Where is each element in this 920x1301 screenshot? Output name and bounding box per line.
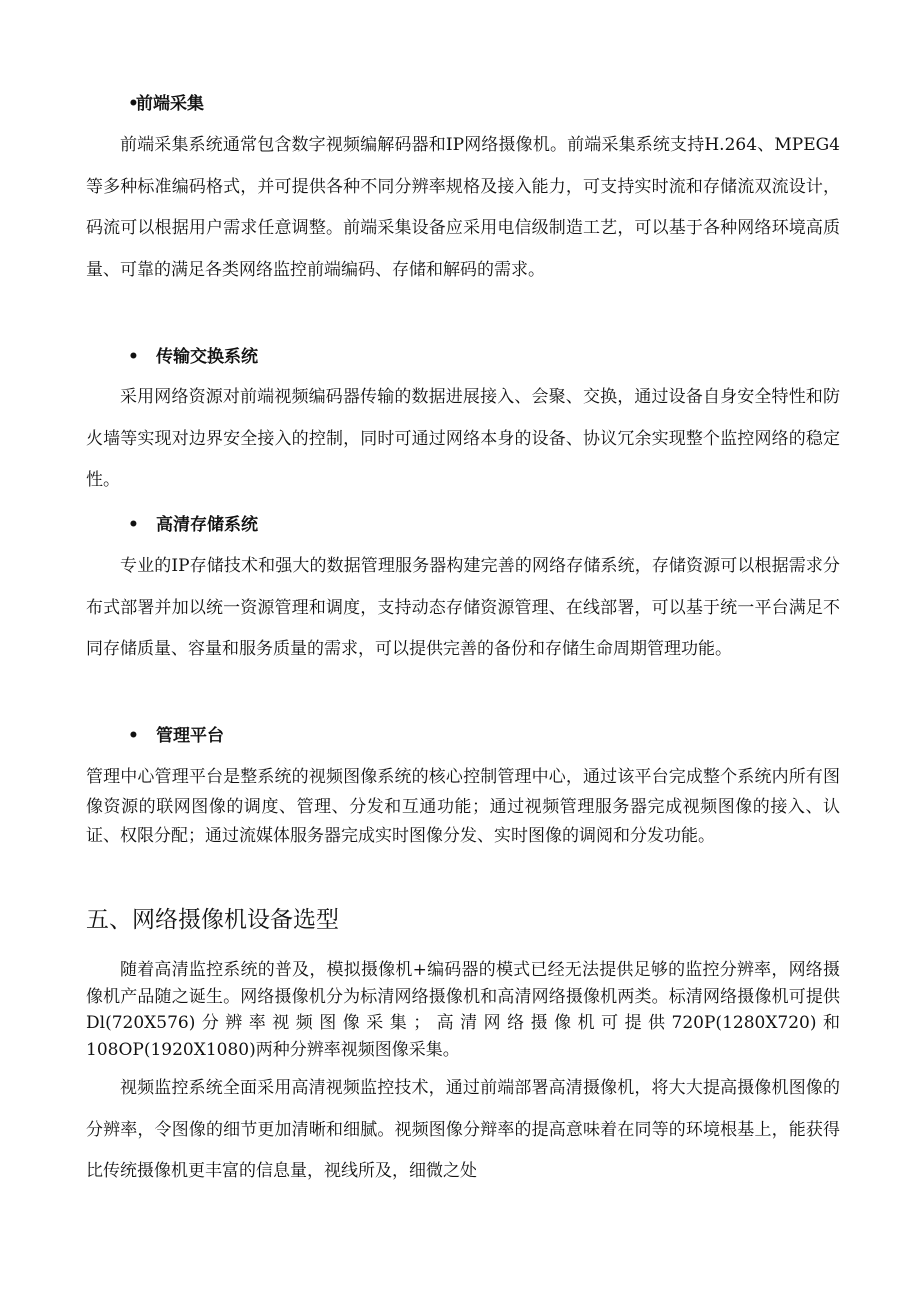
heading-transmission-switching — [128, 345, 258, 369]
heading-text: 前端采集 — [136, 94, 204, 114]
heading-frontend-capture — [128, 92, 204, 116]
paragraph-management-platform: 管理中心管理平台是整系统的视频图像系统的核心控制管理中心，通过该平台完成整个系统内所有图像资源的联网图像的调度、管理、分发和互通功能；通过视频管理服务器完成视频图像的接入、认证、权限分配；通过流媒体服务器完成实时图像分发、实时图像的调阅和分发功能。 — [86, 767, 840, 846]
bullet-icon: • — [128, 94, 139, 114]
heading-hd-storage — [128, 513, 258, 537]
bullet-icon: • — [128, 347, 139, 367]
bullet-icon: • — [128, 515, 139, 535]
heading-text: 高清存储系统 — [156, 515, 258, 535]
section-title: 五、网络摄像机设备选型 — [86, 907, 339, 933]
heading-text: 管理平台 — [156, 726, 224, 746]
bullet-icon: • — [128, 726, 139, 746]
heading-text: 传输交换系统 — [156, 347, 258, 367]
paragraph-hd-storage: 专业的IP存储技术和强大的数据管理服务器构建完善的网络存储系统，存储资源可以根据需求分布式部署并加以统一资源管理和调度，支持动态存储资源管理、在线部署，可以基于统一平台满足不同存储质量、容量和服务质量的需求，可以提供完善的备份和存储生命周期管理功能。 — [86, 556, 840, 659]
heading-management-platform — [128, 724, 224, 748]
paragraph-camera-selection: 随着高清监控系统的普及，模拟摄像机+编码器的模式已经无法提供足够的监控分辨率，网络摄像机产品随之诞生。网络摄像机分为标清网络摄像机和高清网络摄像机两类。标清网络摄像机可提供Dl(720X576)分辨率视频图像采集；高清网络摄像机可提供720P(1280X720)和108OP(1920X1080)两种分辨率视频图像采集。 — [86, 960, 840, 1060]
paragraph-transmission-switching: 采用网络资源对前端视频编码器传输的数据进展接入、会聚、交换，通过设备自身安全特性和防火墙等实现对边界安全接入的控制，同时可通过网络本身的设备、协议冗余实现整个监控网络的稳定性。 — [86, 387, 840, 490]
paragraph-hd-video-monitoring: 视频监控系统全面采用高清视频监控技术，通过前端部署高清摄像机，将大大提高摄像机图像的分辨率，令图像的细节更加清晰和细腻。视频图像分辩率的提高意味着在同等的环境根基上，能获得比传统摄像机更丰富的信息量，视线所及，细微之处 — [86, 1078, 840, 1181]
paragraph-frontend-capture: 前端采集系统通常包含数字视频编解码器和IP网络摄像机。前端采集系统支持H.264、MPEG4等多种标准编码格式，并可提供各种不同分辨率规格及接入能力，可支持实时流和存储流双流设计，码流可以根据用户需求任意调整。前端采集设备应采用电信级制造工艺，可以基于各种网络环境高质量、可靠的满足各类网络监控前端编码、存储和解码的需求。 — [86, 135, 840, 280]
